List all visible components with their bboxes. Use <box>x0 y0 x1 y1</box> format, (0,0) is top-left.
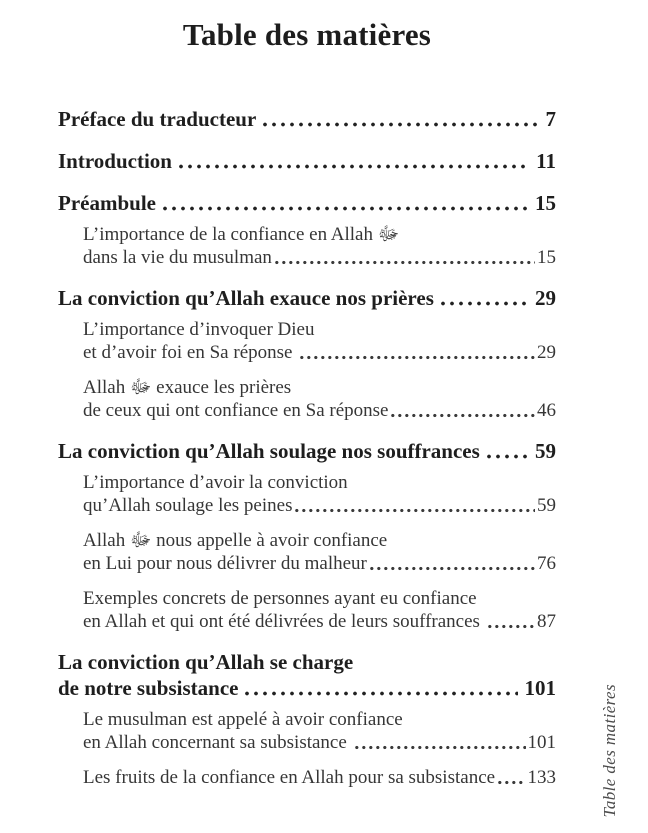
dot-leader <box>245 691 517 696</box>
dot-leader <box>391 413 535 418</box>
toc-entry-page-number: 59 <box>537 495 556 516</box>
toc-entry-page-number: 29 <box>535 286 556 310</box>
toc-entry-line: La conviction qu’Allah se charge <box>58 650 354 674</box>
toc-entry[interactable] <box>58 587 556 633</box>
toc-entry-line-last <box>58 106 556 132</box>
toc-entry[interactable] <box>58 318 556 364</box>
toc-entry-page-number: 59 <box>535 439 556 463</box>
toc-entry-page-number: 15 <box>537 247 556 268</box>
toc-list <box>58 106 556 789</box>
toc-entry-line-last <box>83 341 556 364</box>
toc-entry-page-number: 101 <box>527 732 556 753</box>
toc-entry-label: de ceux qui ont confiance en Sa réponse <box>83 400 389 421</box>
running-footer-vertical: Table des matières <box>600 683 619 817</box>
dot-leader <box>163 206 528 211</box>
toc-entry-line-last <box>83 610 556 633</box>
toc-entry[interactable] <box>58 471 556 517</box>
dot-leader <box>263 122 538 127</box>
toc-entry-page-number: 101 <box>524 676 556 700</box>
toc-entry-line-last <box>83 731 556 754</box>
toc-entry-line: L’importance d’invoquer Dieu <box>83 319 315 340</box>
toc-entry[interactable] <box>58 649 556 701</box>
toc-entry-page-number: 29 <box>537 342 556 363</box>
toc-entry-label: La conviction qu’Allah soulage nos souffrances <box>58 439 480 463</box>
toc-entry-label: dans la vie du musulman <box>83 247 272 268</box>
toc-entry-line-last <box>58 190 556 216</box>
toc-entry-label: qu’Allah soulage les peines <box>83 495 293 516</box>
toc-entry-line: L’importance d’avoir la conviction <box>83 472 348 493</box>
dot-leader <box>295 508 535 513</box>
toc-entry-line-last <box>58 675 556 701</box>
toc-entry-page-number: 133 <box>527 767 556 788</box>
toc-entry[interactable] <box>58 223 556 269</box>
toc-entry-label: de notre subsistance <box>58 676 239 700</box>
toc-entry-page-number: 7 <box>545 107 556 131</box>
toc-entry-line: Allah ﷻ exauce les prières <box>83 377 292 398</box>
toc-entry-label: Préambule <box>58 191 156 215</box>
dot-leader <box>498 780 525 785</box>
toc-entry-label: et d’avoir foi en Sa réponse <box>83 342 298 363</box>
toc-entry-label: en Lui pour nous délivrer du malheur <box>83 553 367 574</box>
toc-entry-line-last <box>83 552 556 575</box>
toc-entry-line-last <box>58 148 556 174</box>
dot-leader <box>487 454 528 459</box>
toc-entry-label: en Allah concernant sa subsistance <box>83 732 352 753</box>
dot-leader <box>275 260 535 265</box>
toc-entry-line-last <box>83 399 556 422</box>
toc-entry[interactable] <box>58 708 556 754</box>
toc-entry[interactable] <box>58 106 556 132</box>
toc-entry-line-last <box>58 438 556 464</box>
dot-leader <box>370 566 535 571</box>
toc-entry-line-last <box>83 246 556 269</box>
toc-entry[interactable] <box>58 438 556 464</box>
toc-entry-label: Les fruits de la confiance en Allah pour sa subsistance <box>83 767 496 788</box>
toc-entry-line-last <box>58 285 556 311</box>
dot-leader <box>488 624 535 629</box>
toc-entry[interactable] <box>58 148 556 174</box>
toc-entry-page-number: 87 <box>537 611 556 632</box>
toc-entry-line: L’importance de la confiance en Allah ﷻ <box>83 224 400 245</box>
toc-entry[interactable] <box>58 529 556 575</box>
toc-entry[interactable] <box>58 766 556 789</box>
toc-entry-page-number: 76 <box>537 553 556 574</box>
toc-entry-label: La conviction qu’Allah exauce nos prières <box>58 286 434 310</box>
toc-entry-page-number: 15 <box>535 191 556 215</box>
toc-entry-label: Introduction <box>58 149 172 173</box>
dot-leader <box>441 301 528 306</box>
toc-entry-line: Le musulman est appelé à avoir confiance <box>83 709 403 730</box>
dot-leader <box>300 355 535 360</box>
toc-entry-page-number: 11 <box>536 149 556 173</box>
toc-entry[interactable] <box>58 285 556 311</box>
toc-entry-line-last <box>83 494 556 517</box>
toc-entry-label: en Allah et qui ont été délivrées de leurs souffrances <box>83 611 485 632</box>
toc-entry-label: Préface du traducteur <box>58 107 257 131</box>
toc-entry-page-number: 46 <box>537 400 556 421</box>
toc-entry[interactable] <box>58 190 556 216</box>
toc-entry-line: Exemples concrets de personnes ayant eu confiance <box>83 588 477 609</box>
toc-entry-line: Allah ﷻ nous appelle à avoir confiance <box>83 530 388 551</box>
toc-entry-line-last <box>83 766 556 789</box>
dot-leader <box>355 745 526 750</box>
toc-entry[interactable] <box>58 376 556 422</box>
dot-leader <box>179 164 529 169</box>
page-title: Table des matières <box>182 17 432 52</box>
